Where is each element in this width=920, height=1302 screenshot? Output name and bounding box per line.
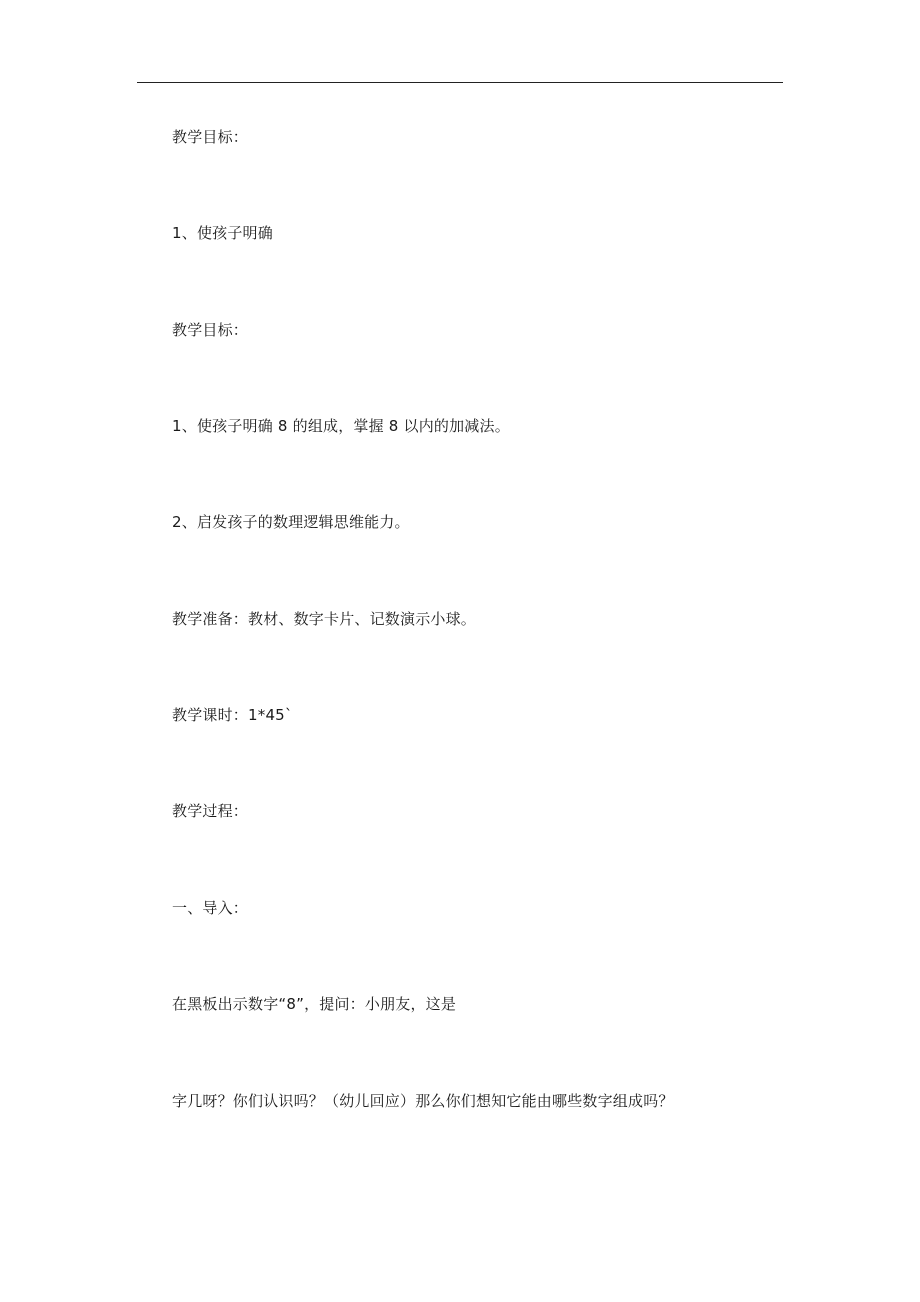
text-line: 在黑板出示数字“8”，提问：小朋友，这是 xyxy=(172,995,457,1013)
section-heading-introduction: 一、导入： xyxy=(172,899,249,917)
section-heading-objectives: 教学目标： xyxy=(172,128,249,146)
header-rule xyxy=(137,82,783,83)
section-heading-process: 教学过程： xyxy=(172,802,249,820)
objective-item-1: 1、使孩子明确 8 的组成，掌握 8 以内的加减法。 xyxy=(172,417,510,435)
teaching-preparation: 教学准备：教材、数字卡片、记数演示小球。 xyxy=(172,610,477,628)
objective-item-2: 2、启发孩子的数理逻辑思维能力。 xyxy=(172,513,410,531)
text-line: 1、使孩子明确 xyxy=(172,224,273,242)
teaching-duration: 教学课时：1*45` xyxy=(172,706,293,724)
section-heading-objectives-repeat: 教学目标： xyxy=(172,321,249,339)
text-line: 字几呀？你们认识吗？（幼儿回应）那么你们想知它能由哪些数字组成吗？ xyxy=(172,1092,674,1110)
